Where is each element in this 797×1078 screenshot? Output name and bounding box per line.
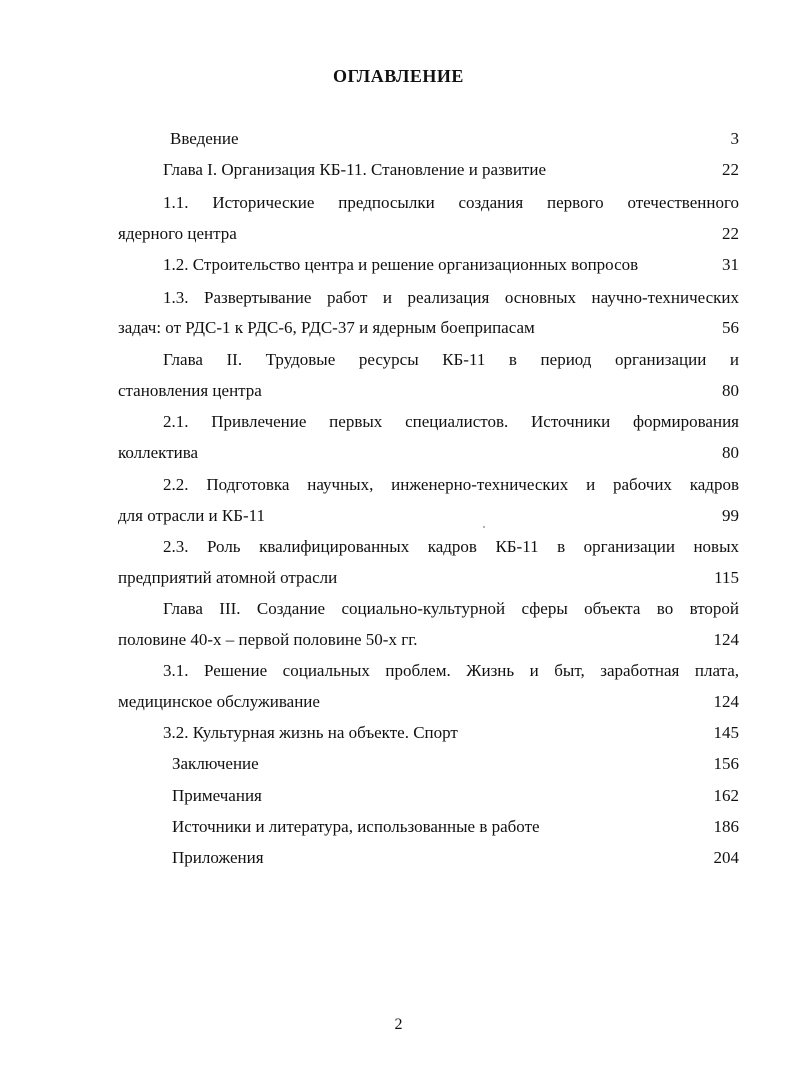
toc-page-number: 115 (714, 568, 739, 587)
toc-entry-2-1-line-2: коллектива (118, 443, 199, 462)
toc-entry-chapter-1: Глава I. Организация КБ-11. Становление и развитие (163, 160, 547, 179)
toc-entry-2-3-line-2: предприятий атомной отрасли (118, 568, 338, 587)
toc-entry-2-2-line-1: 2.2. Подготовка научных, инженерно-технических и рабочих кадров (163, 475, 739, 494)
toc-entry-2-3-line-1: 2.3. Роль квалифицированных кадров КБ-11 в организации новых (163, 537, 739, 556)
toc-entry-1-2: 1.2. Строительство центра и решение организационных вопросов (163, 255, 639, 274)
page-number: 2 (394, 1016, 403, 1033)
toc-entry-3-1-line-2: медицинское обслуживание (118, 692, 320, 711)
toc-entry-conclusion: Заключение (172, 754, 259, 773)
toc-page-number: 99 (722, 506, 739, 525)
toc-entry-2-2-line-2: для отрасли и КБ-11 (118, 506, 266, 525)
toc-entry-chapter-3-line-2: половине 40-х – первой половине 50-х гг. (118, 630, 418, 649)
toc-entry-sources: Источники и литература, использованные в работе (172, 817, 540, 836)
toc-entry-3-2: 3.2. Культурная жизнь на объекте. Спорт (163, 723, 458, 742)
toc-page-number: 22 (722, 160, 739, 179)
toc-page-number: 31 (722, 255, 739, 274)
toc-entry-introduction: Введение (170, 129, 239, 148)
toc-entry-2-1-line-1: 2.1. Привлечение первых специалистов. Источники формирования (163, 412, 739, 431)
toc-page-number: 80 (722, 381, 739, 400)
toc-entry-chapter-3-line-1: Глава III. Создание социально-культурной сферы объекта во второй (163, 599, 739, 618)
toc-page-number: 124 (713, 630, 739, 649)
toc-entry-1-3-line-1: 1.3. Развертывание работ и реализация основных научно-технических (163, 288, 739, 307)
page-title: ОГЛАВЛЕНИЕ (333, 66, 464, 86)
toc-entry-appendices: Приложения (172, 848, 264, 867)
toc-entry-1-1-line-1: 1.1. Исторические предпосылки создания первого отечественного (163, 193, 739, 212)
scan-speck (483, 526, 485, 528)
toc-entry-chapter-2-line-2: становления центра (118, 381, 262, 400)
toc-page-number: 156 (713, 754, 739, 773)
toc-page-number: 124 (713, 692, 739, 711)
toc-entry-3-1-line-1: 3.1. Решение социальных проблем. Жизнь и быт, заработная плата, (163, 661, 739, 680)
toc-entry-1-1-line-2: ядерного центра (118, 224, 237, 243)
toc-entry-1-3-line-2: задач: от РДС-1 к РДС-6, РДС-37 и ядерным боеприпасам (118, 318, 535, 337)
toc-page-number: 204 (713, 848, 739, 867)
toc-page-number: 162 (713, 786, 739, 805)
toc-page-number: 145 (713, 723, 739, 742)
toc-entry-notes: Примечания (172, 786, 262, 805)
toc-entry-chapter-2-line-1: Глава II. Трудовые ресурсы КБ-11 в период организации и (163, 350, 739, 369)
toc-page-number: 3 (730, 129, 739, 148)
toc-page-number: 56 (722, 318, 739, 337)
toc-page-number: 22 (722, 224, 739, 243)
toc-page-number: 80 (722, 443, 739, 462)
toc-page-number: 186 (713, 817, 739, 836)
